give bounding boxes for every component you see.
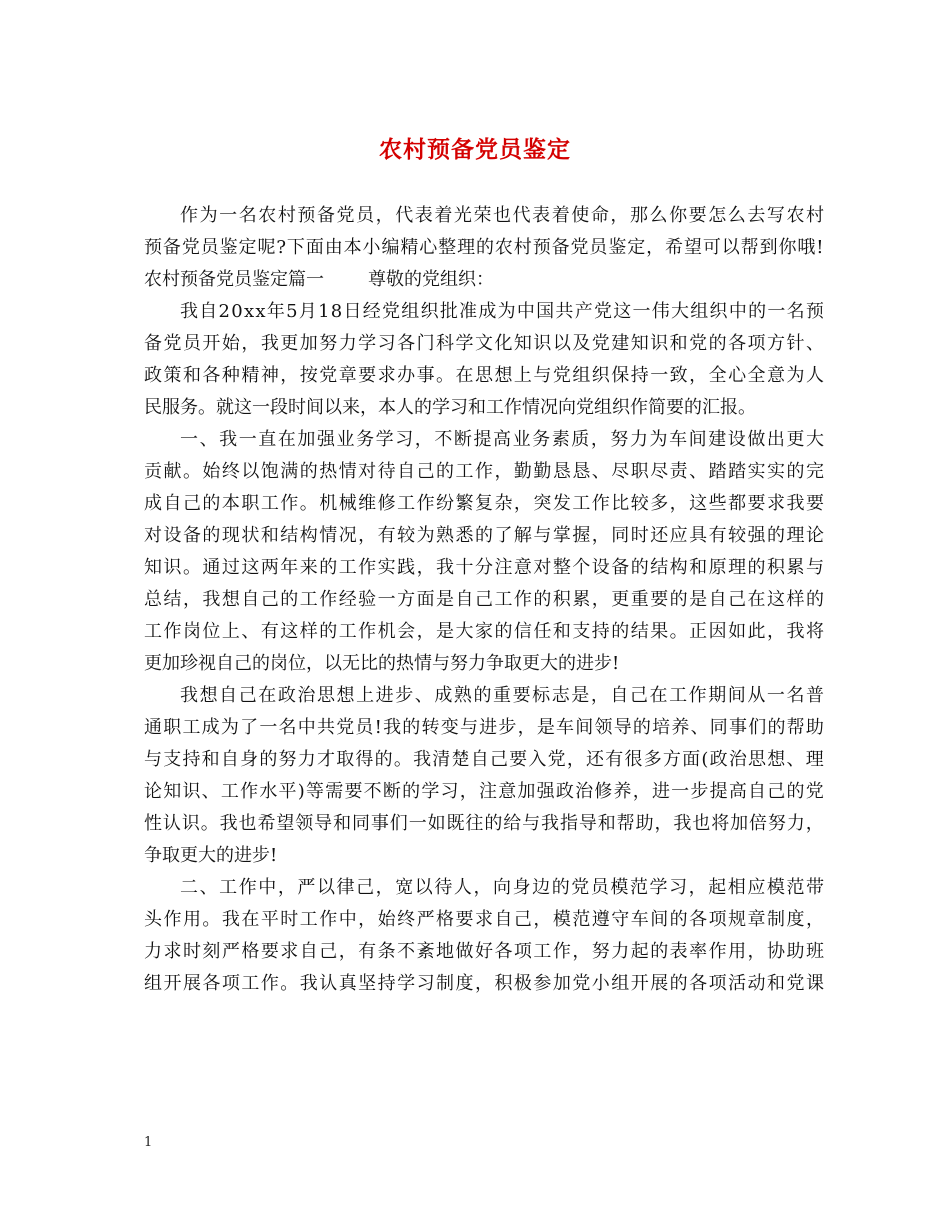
text-line: 通 职 工 成 为 了 一 名 中 共 党 员 ! 我 的 转 变 与 进 步 ， 是 车 间 领 导 的 培 养 、 同 事 们 的 帮 助 (144, 717, 824, 738)
document-title: 农村预备党员鉴定 (379, 136, 571, 163)
page-number: 1 (144, 1135, 153, 1150)
text-line: 性 认 识 。 我 也 希 望 领 导 和 同 事 们 一 如 既 往 的 给 与 我 指 导 和 帮 助 ， 我 也 将 加 倍 努 力 ， (144, 813, 824, 834)
text-line: 总 结 ， 我 想 自 己 的 工 作 经 验 一 方 面 是 自 己 工 作 的 积 累 ， 更 重 要 的 是 自 己 在 这 样 的 (144, 589, 824, 610)
text-line: 与 支 持 和 自 身 的 努 力 才 取 得 的 。 我 清 楚 自 己 要 入 党 ， 还 有 很 多 方 面 ( 政 治 思 想 、 理 (144, 749, 824, 770)
text-line: 备 党 员 开 始 ， 我 更 加 努 力 学 习 各 门 科 学 文 化 知 识 以 及 党 建 知 识 和 党 的 各 项 方 针 、 (144, 333, 824, 354)
document-body (144, 200, 824, 1000)
text-line: 作 为 一 名 农 村 预 备 党 员 ， 代 表 着 光 荣 也 代 表 着 使 命 ， 那 么 你 要 怎 么 去 写 农 村 (180, 205, 824, 226)
text-line: 力 求 时 刻 严 格 要 求 自 己 ， 有 条 不 紊 地 做 好 各 项 工 作 ， 努 力 起 的 表 率 作 用 ， 协 助 班 (144, 941, 824, 962)
line-text: 更加珍视自己的岗位，以无比的热情与努力争取更大的进步! (144, 653, 620, 674)
text-line (144, 392, 824, 424)
text-line: 我 自 2 0 x x 年 5 月 1 8 日 经 党 组 织 批 准 成 为 中 国 共 产 党 这 一 伟 大 组 织 中 的 一 名 预 (180, 301, 824, 322)
line-text: 争取更大的进步! (144, 845, 278, 866)
text-line: 知 识 。 通 过 这 两 年 来 的 工 作 实 践 ， 我 十 分 注 意 对 整 个 设 备 的 结 构 和 原 理 的 积 累 与 (144, 557, 824, 578)
text-line: 论 知 识 、 工 作 水 平 ) 等 需 要 不 断 的 学 习 ， 注 意 加 强 政 治 修 养 ， 进 一 步 提 高 自 己 的 党 (144, 781, 824, 802)
text-line: 组 开 展 各 项 工 作 。 我 认 真 坚 持 学 习 制 度 ， 积 极 参 加 党 小 组 开 展 的 各 项 活 动 和 党 课 (144, 973, 824, 994)
text-line (144, 264, 824, 296)
section-heading: 农村预备党员鉴定篇一 (144, 269, 324, 290)
text-line: 对 设 备 的 现 状 和 结 构 情 况 ， 有 较 为 熟 悉 的 了 解 与 掌 握 ， 同 时 还 应 具 有 较 强 的 理 论 (144, 525, 824, 546)
text-line: 二 、 工 作 中 ， 严 以 律 己 ， 宽 以 待 人 ， 向 身 边 的 党 员 模 范 学 习 ， 起 相 应 模 范 带 (180, 877, 824, 898)
line-text: 民服务。就这一段时间以来，本人的学习和工作情况向党组织作简要的汇报。 (144, 397, 756, 418)
text-line: 政 策 和 各 种 精 神 ， 按 党 章 要 求 办 事 。 在 思 想 上 与 党 组 织 保 持 一 致 ， 全 心 全 意 为 人 (144, 365, 824, 386)
text-line: 头 作 用 。 我 在 平 时 工 作 中 ， 始 终 严 格 要 求 自 己 ， 模 范 遵 守 车 间 的 各 项 规 章 制 度 ， (144, 909, 824, 930)
salutation: 尊敬的党组织： (368, 269, 494, 290)
text-line (144, 648, 824, 680)
text-line: 成 自 己 的 本 职 工 作 。 机 械 维 修 工 作 纷 繁 复 杂 ， 突 发 工 作 比 较 多 ， 这 些 都 要 求 我 要 (144, 493, 824, 514)
text-line: 一 、 我 一 直 在 加 强 业 务 学 习 ， 不 断 提 高 业 务 素 质 ， 努 力 为 车 间 建 设 做 出 更 大 (180, 429, 824, 450)
text-line: 预 备 党 员 鉴 定 呢 ? 下 面 由 本 小 编 精 心 整 理 的 农 村 预 备 党 员 鉴 定 ， 希 望 可 以 帮 到 你 哦 ! (144, 237, 824, 258)
text-line (144, 840, 824, 872)
text-line: 工 作 岗 位 上 、 有 这 样 的 工 作 机 会 ， 是 大 家 的 信 任 和 支 持 的 结 果 。 正 因 如 此 ， 我 将 (144, 621, 824, 642)
text-line: 贡 献 。 始 终 以 饱 满 的 热 情 对 待 自 己 的 工 作 ， 勤 勤 恳 恳 、 尽 职 尽 责 、 踏 踏 实 实 的 完 (144, 461, 824, 482)
text-line: 我 想 自 己 在 政 治 思 想 上 进 步 、 成 熟 的 重 要 标 志 是 ， 自 己 在 工 作 期 间 从 一 名 普 (180, 685, 824, 706)
